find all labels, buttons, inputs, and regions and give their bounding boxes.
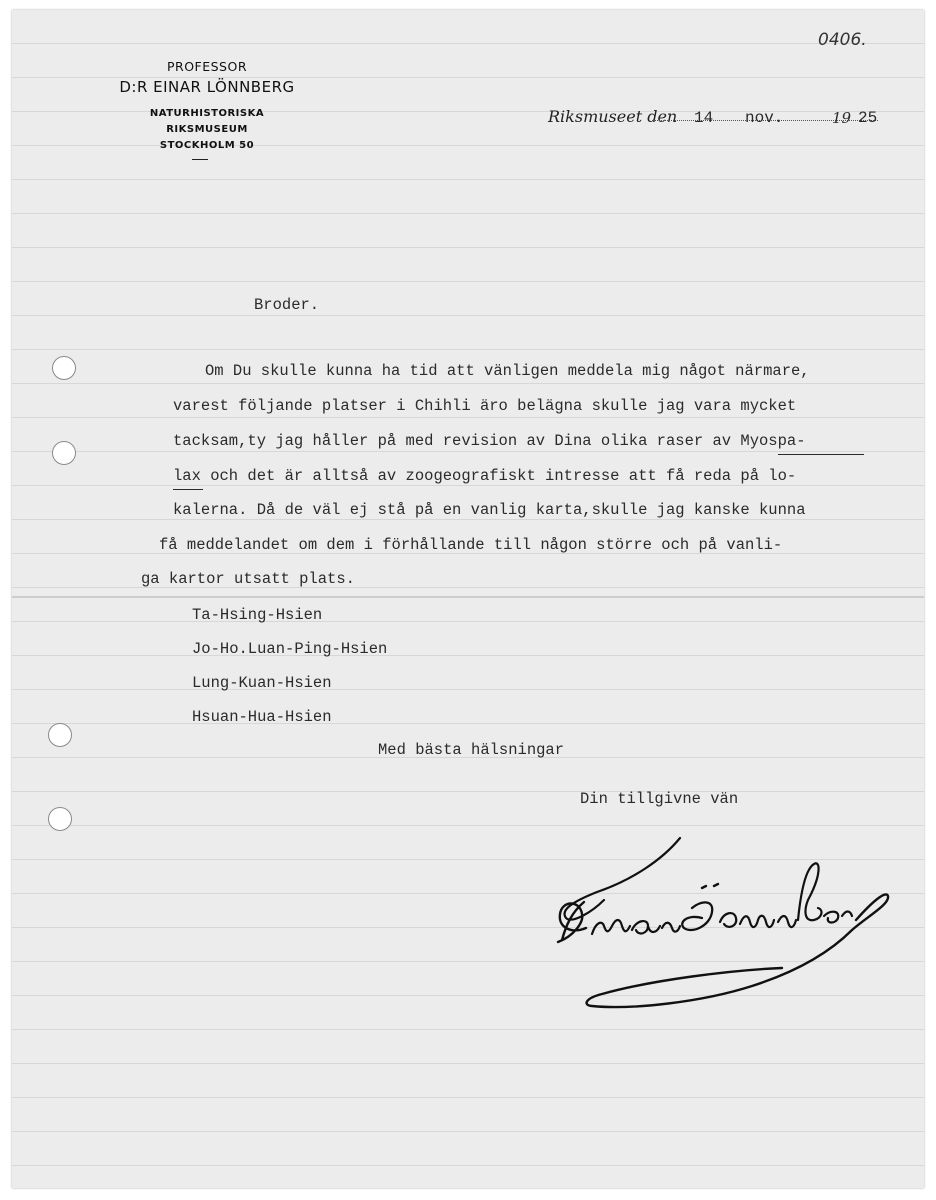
valediction: Din tillgivne vän	[580, 790, 739, 808]
date-year-prefix: 19	[832, 109, 852, 127]
place-item: Jo-Ho.Luan-Ping-Hsien	[192, 640, 388, 658]
paper-fold	[12, 596, 924, 598]
taxon-underline	[173, 489, 203, 490]
body-line: varest följande platser i Chihli äro belägna skulle jag vara mycket	[173, 397, 797, 415]
date-year-suffix: 25	[858, 109, 878, 127]
body-line: lax och det är alltså av zoogeografiskt intresse att få reda på lo-	[173, 467, 797, 485]
date-month: nov.	[745, 109, 784, 127]
letterhead-city: STOCKHOLM 50	[159, 140, 255, 151]
body-line: ga kartor utsatt plats.	[141, 570, 355, 588]
body-line: kalerna. Då de väl ej stå på en vanlig karta,skulle jag kanske kunna	[173, 501, 806, 519]
punch-hole	[52, 356, 76, 380]
letterhead-name: D:R EINAR LÖNNBERG	[119, 78, 295, 96]
place-item: Ta-Hsing-Hsien	[192, 606, 323, 624]
date-place: Riksmuseet den	[548, 107, 678, 126]
body-line: tacksam,ty jag håller på med revision av Dina olika raser av Myospa-	[173, 432, 806, 450]
letterhead-institution: NATURHISTORISKA	[149, 108, 265, 119]
closing: Med bästa hälsningar	[378, 741, 565, 759]
letterhead-museum: RIKSMUSEUM	[166, 124, 248, 135]
letter-page	[12, 10, 924, 1188]
greeting: Broder.	[254, 296, 320, 314]
date-day: 14	[694, 109, 714, 127]
handwritten-signature	[552, 830, 902, 1020]
archive-number: 0406.	[818, 30, 867, 50]
place-item: Lung-Kuan-Hsien	[192, 674, 332, 692]
body-line: få meddelandet om dem i förhållande till någon större och på vanli-	[159, 536, 783, 554]
letterhead-rule	[192, 159, 208, 160]
punch-hole	[48, 723, 72, 747]
letterhead-title: PROFESSOR	[166, 59, 248, 74]
body-line: Om Du skulle kunna ha tid att vänligen meddela mig något närmare,	[205, 362, 810, 380]
punch-hole	[52, 441, 76, 465]
punch-hole	[48, 807, 72, 831]
taxon-underline	[778, 454, 864, 455]
place-item: Hsuan-Hua-Hsien	[192, 708, 332, 726]
